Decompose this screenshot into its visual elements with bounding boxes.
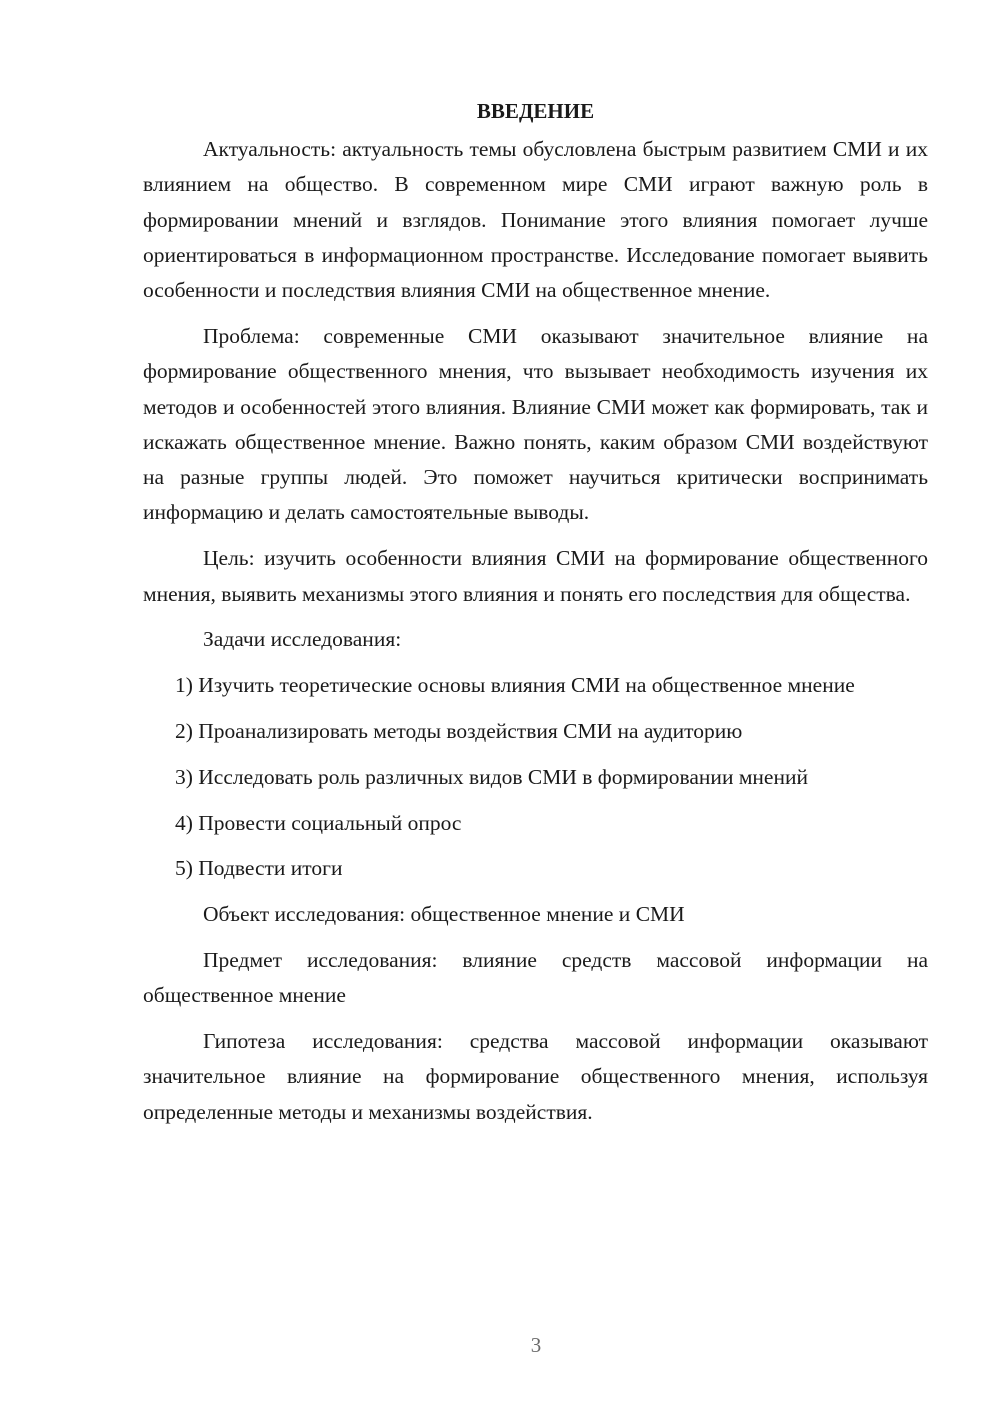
paragraph-problem: Проблема: современные СМИ оказывают значительное влияние на формирование общественного мнения, что вызывает необходимость изучения их методов и особенностей этого влияния. Влияние СМИ может как формировать, так и искажать общественное мнение. Важно понять, каким образом СМИ воздействуют на разные группы людей. Это поможет научиться критически воспринимать информацию и делать самостоятельные выводы. — [143, 323, 928, 525]
page-title: ВВЕДЕНИЕ — [476, 99, 595, 123]
paragraph-object: Объект исследования: общественное мнение и СМИ — [203, 902, 685, 927]
document-page — [143, 93, 928, 1140]
page-number: 3 — [530, 1333, 542, 1357]
task-item-4: 4) Провести социальный опрос — [175, 810, 462, 835]
paragraph-hypothesis: Гипотеза исследования: средства массовой информации оказывают значительное влияние на формирование общественного мнения, используя определенные методы и механизмы воздействия. — [143, 1029, 928, 1124]
task-item-5: 5) Подвести итоги — [175, 856, 343, 881]
paragraph-relevance: Актуальность: актуальность темы обусловлена быстрым развитием СМИ и их влиянием на общество. В современном мире СМИ играют важную роль в формировании мнений и взглядов. Понимание этого влияния помогает лучше ориентироваться в информационном пространстве. Исследование помогает выявить особенности и последствия влияния СМИ на общественное мнение. — [143, 137, 928, 303]
paragraph-subject: Предмет исследования: влияние средств массовой информации на общественное мнение — [143, 947, 928, 1008]
task-item-2: 2) Проанализировать методы воздействия СМИ на аудиторию — [175, 718, 743, 743]
task-item-3: 3) Исследовать роль различных видов СМИ в формировании мнений — [175, 764, 808, 789]
paragraph-tasks-heading: Задачи исследования: — [203, 627, 402, 652]
task-item-1: 1) Изучить теоретические основы влияния СМИ на общественное мнение — [175, 673, 855, 698]
paragraph-goal: Цель: изучить особенности влияния СМИ на формирование общественного мнения, выявить механизмы этого влияния и понять его последствия для общества. — [143, 546, 928, 606]
